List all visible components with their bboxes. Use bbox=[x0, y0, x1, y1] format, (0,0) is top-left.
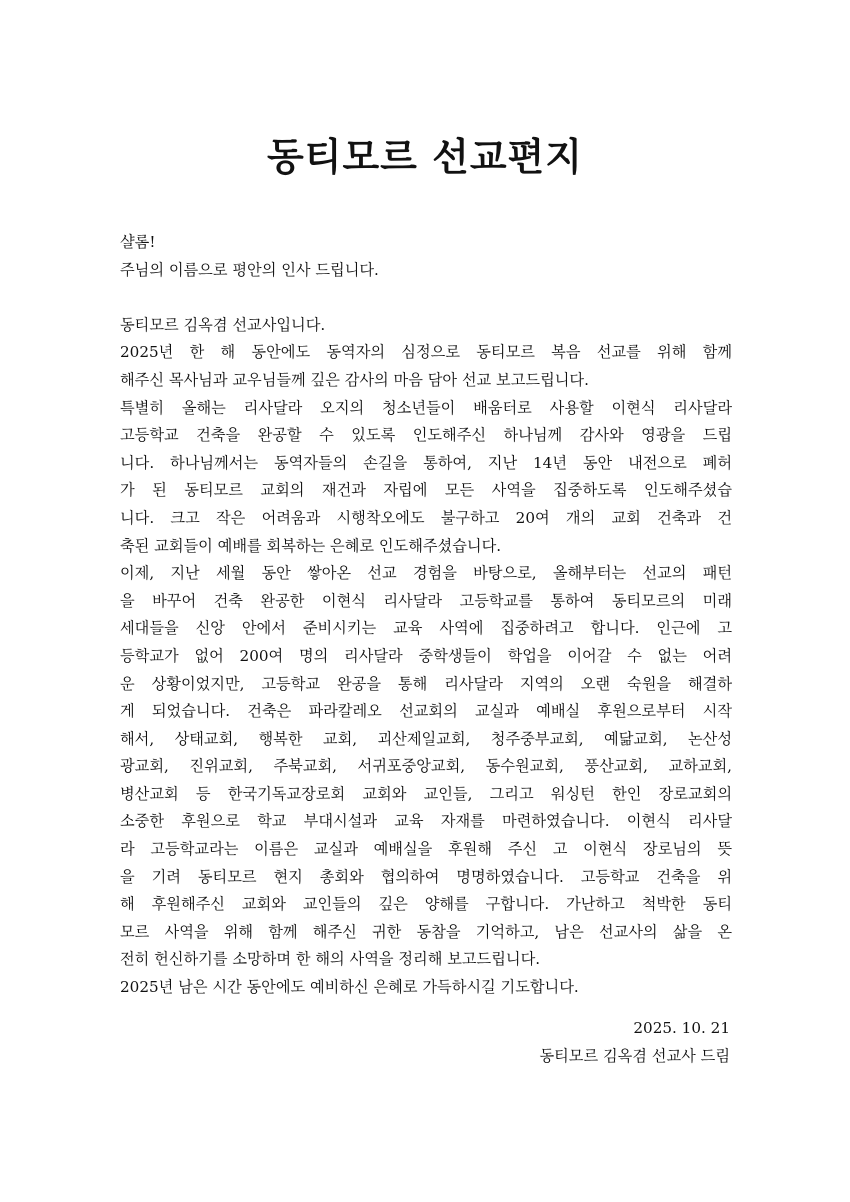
body-line: 니다. 하나님께서는 동역자들의 손길을 통하여, 지난 14년 동안 내전으로 폐허 bbox=[120, 453, 732, 472]
body-line: 이제, 지난 세월 동안 쌓아온 선교 경험을 바탕으로, 올해부터는 선교의 패턴 bbox=[120, 564, 732, 583]
body-line: 가 된 동티모르 교회의 재건과 자립에 모든 사역을 집중하도록 인도해주셨습 bbox=[120, 481, 732, 500]
greeting-line: 주님의 이름으로 평안의 인사 드립니다. bbox=[120, 260, 379, 279]
body-line: 해 후원해주신 교회와 교인들의 깊은 양해를 구합니다. 가난하고 척박한 동티 bbox=[120, 895, 732, 914]
body-line: 특별히 올해는 리사달라 오지의 청소년들이 배움터로 사용할 이현식 리사달라 bbox=[120, 398, 732, 417]
paragraph-spacer bbox=[120, 284, 732, 312]
body-line: 2025년 남은 시간 동안에도 예비하신 은혜로 가득하시길 기도합니다. bbox=[120, 978, 579, 997]
body-line: 등학교가 없어 200여 명의 리사달라 중학생들이 학업을 이어갈 수 없는 어려 bbox=[120, 646, 732, 665]
letter-body bbox=[120, 229, 732, 1002]
body-line: 2025년 한 해 동안에도 동역자의 심정으로 동티모르 복음 선교를 위해 함께 bbox=[120, 343, 732, 362]
body-line: 축된 교회들이 예배를 회복하는 은혜로 인도해주셨습니다. bbox=[120, 536, 502, 555]
body-line: 을 기려 동티모르 현지 총회와 협의하여 명명하였습니다. 고등학교 건축을 위 bbox=[120, 867, 732, 886]
body-line: 병산교회 등 한국기독교장로회 교회와 교인들, 그리고 워싱턴 한인 장로교회의 bbox=[120, 784, 732, 803]
body-line: 해서, 상태교회, 행복한 교회, 괴산제일교회, 청주중부교회, 예닮교회, 논산성 bbox=[120, 729, 732, 748]
body-line: 모르 사역을 위해 함께 해주신 귀한 동참을 기억하고, 남은 선교사의 삶을 온 bbox=[120, 922, 732, 941]
body-line: 해주신 목사님과 교우님들께 깊은 감사의 마음 담아 선교 보고드립니다. bbox=[120, 370, 589, 389]
body-line: 라 고등학교라는 이름은 교실과 예배실을 후원해 주신 고 이현식 장로님의 뜻 bbox=[120, 840, 732, 859]
letter-signature: 동티모르 김옥겸 선교사 드림 bbox=[539, 1046, 730, 1065]
body-line: 소중한 후원으로 학교 부대시설과 교육 자재를 마련하였습니다. 이현식 리사달 bbox=[120, 812, 732, 831]
body-line: 전히 헌신하기를 소망하며 한 해의 사역을 정리해 보고드립니다. bbox=[120, 950, 541, 969]
page-title: 동티모르 선교편지 bbox=[267, 135, 583, 179]
body-line: 니다. 크고 작은 어려움과 시행착오에도 불구하고 20여 개의 교회 건축과 건 bbox=[120, 508, 732, 527]
body-line: 광교회, 진위교회, 주북교회, 서귀포중앙교회, 동수원교회, 풍산교회, 교하교회, bbox=[120, 757, 732, 776]
greeting-line: 샬롬! bbox=[120, 233, 156, 251]
body-line: 운 상황이었지만, 고등학교 완공을 통해 리사달라 지역의 오랜 숙원을 해결하 bbox=[120, 674, 732, 693]
body-line: 세대들을 신앙 안에서 준비시키는 교육 사역에 집중하려고 합니다. 인근에 고 bbox=[120, 619, 732, 638]
body-line: 고등학교 건축을 완공할 수 있도록 인도해주신 하나님께 감사와 영광을 드립 bbox=[120, 426, 732, 445]
body-line: 게 되었습니다. 건축은 파라칼레오 선교회의 교실과 예배실 후원으로부터 시작 bbox=[120, 702, 732, 721]
body-line: 을 바꾸어 건축 완공한 이현식 리사달라 고등학교를 통하여 동티모르의 미래 bbox=[120, 591, 732, 610]
letter-date: 2025. 10. 21 bbox=[633, 1019, 730, 1037]
signature-block bbox=[539, 1015, 730, 1070]
body-line: 동티모르 김옥겸 선교사입니다. bbox=[120, 315, 326, 334]
